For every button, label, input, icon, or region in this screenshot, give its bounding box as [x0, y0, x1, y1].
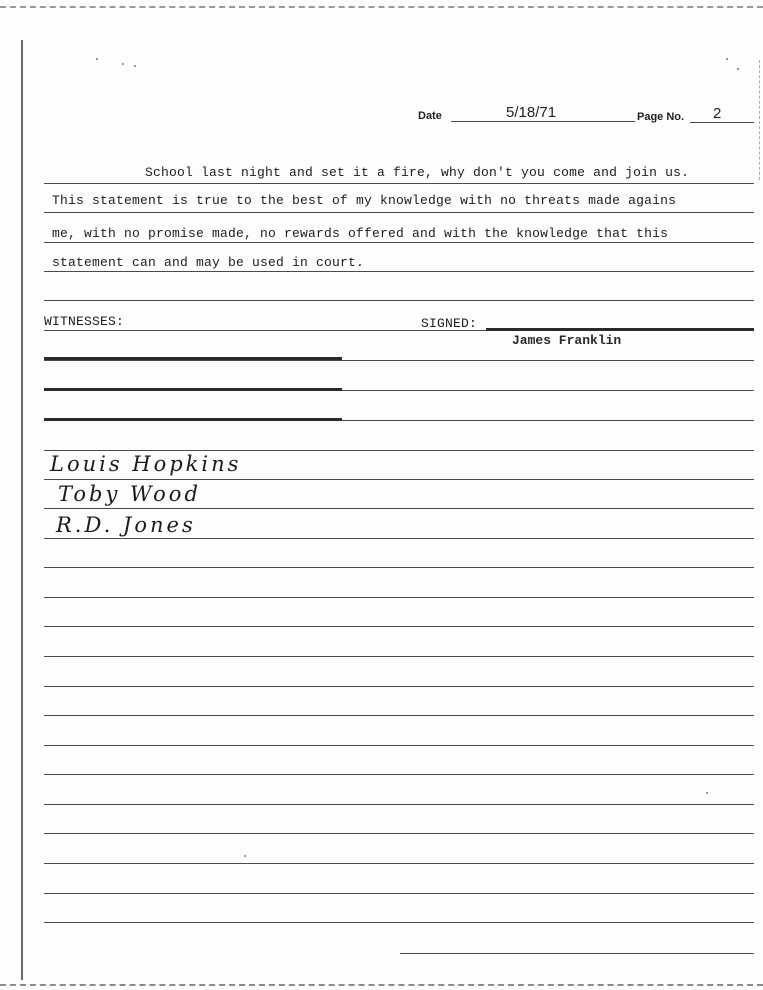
- date-label: Date: [418, 110, 442, 122]
- ruled-line: [44, 715, 754, 716]
- ruled-line: [44, 893, 754, 894]
- handwritten-witness-1: Louis Hopkins: [50, 452, 242, 476]
- signed-label: SIGNED:: [421, 316, 478, 331]
- statement-line-3: me, with no promise made, no rewards offered and with the knowledge that this: [52, 226, 669, 241]
- witness-signature-line: [44, 388, 342, 391]
- ruled-line: [44, 863, 754, 864]
- scan-speck: [244, 855, 246, 857]
- witnesses-label: WITNESSES:: [44, 314, 125, 329]
- witness-signature-line: [44, 357, 342, 360]
- page-number-value: 2: [713, 105, 722, 122]
- page-number-underline: [690, 122, 754, 123]
- ruled-line: [44, 656, 754, 657]
- scan-speck: [122, 63, 124, 65]
- statement-line-1: School last night and set it a fire, why don't you come and join us.: [145, 165, 690, 180]
- ruled-line: [44, 774, 754, 775]
- date-value: 5/18/71: [506, 104, 557, 121]
- bottom-perforation-edge: [0, 984, 763, 990]
- scan-speck: [96, 58, 98, 60]
- right-edge-marks: [759, 60, 760, 180]
- statement-line-4: statement can and may be used in court.: [52, 255, 365, 270]
- witness-signature-line: [44, 418, 342, 421]
- ruled-line: [44, 271, 754, 272]
- ruled-line: [44, 567, 754, 568]
- ruled-line: [44, 804, 754, 805]
- statement-line-2: This statement is true to the best of my knowledge with no threats made agains: [52, 193, 677, 208]
- ruled-line: [44, 597, 754, 598]
- page-number-label: Page No.: [637, 111, 685, 123]
- ruled-line: [44, 183, 754, 184]
- scan-speck: [134, 65, 136, 67]
- handwritten-witness-2: Toby Wood: [58, 482, 201, 506]
- ruled-line: [44, 686, 754, 687]
- ruled-line: [44, 300, 754, 301]
- handwritten-witness-3: R.D. Jones: [56, 513, 196, 537]
- ruled-line: [44, 508, 754, 509]
- ruled-line: [44, 360, 754, 361]
- final-short-line: [400, 953, 754, 954]
- ruled-line: [44, 212, 754, 213]
- signature-line: [486, 328, 754, 331]
- ruled-line: [44, 745, 754, 746]
- top-perforation-edge: [0, 6, 763, 12]
- scan-speck: [737, 68, 739, 70]
- ruled-line: [44, 922, 754, 923]
- date-underline: [451, 121, 635, 122]
- scan-speck: [726, 58, 728, 60]
- ruled-line: [44, 626, 754, 627]
- scan-speck: [706, 792, 708, 794]
- ruled-line: [44, 450, 754, 451]
- left-margin-rule: [21, 40, 23, 980]
- ruled-line: [44, 833, 754, 834]
- signer-name: James Franklin: [512, 333, 622, 348]
- ruled-line: [44, 538, 754, 539]
- ruled-line: [44, 242, 754, 243]
- ruled-line: [44, 479, 754, 480]
